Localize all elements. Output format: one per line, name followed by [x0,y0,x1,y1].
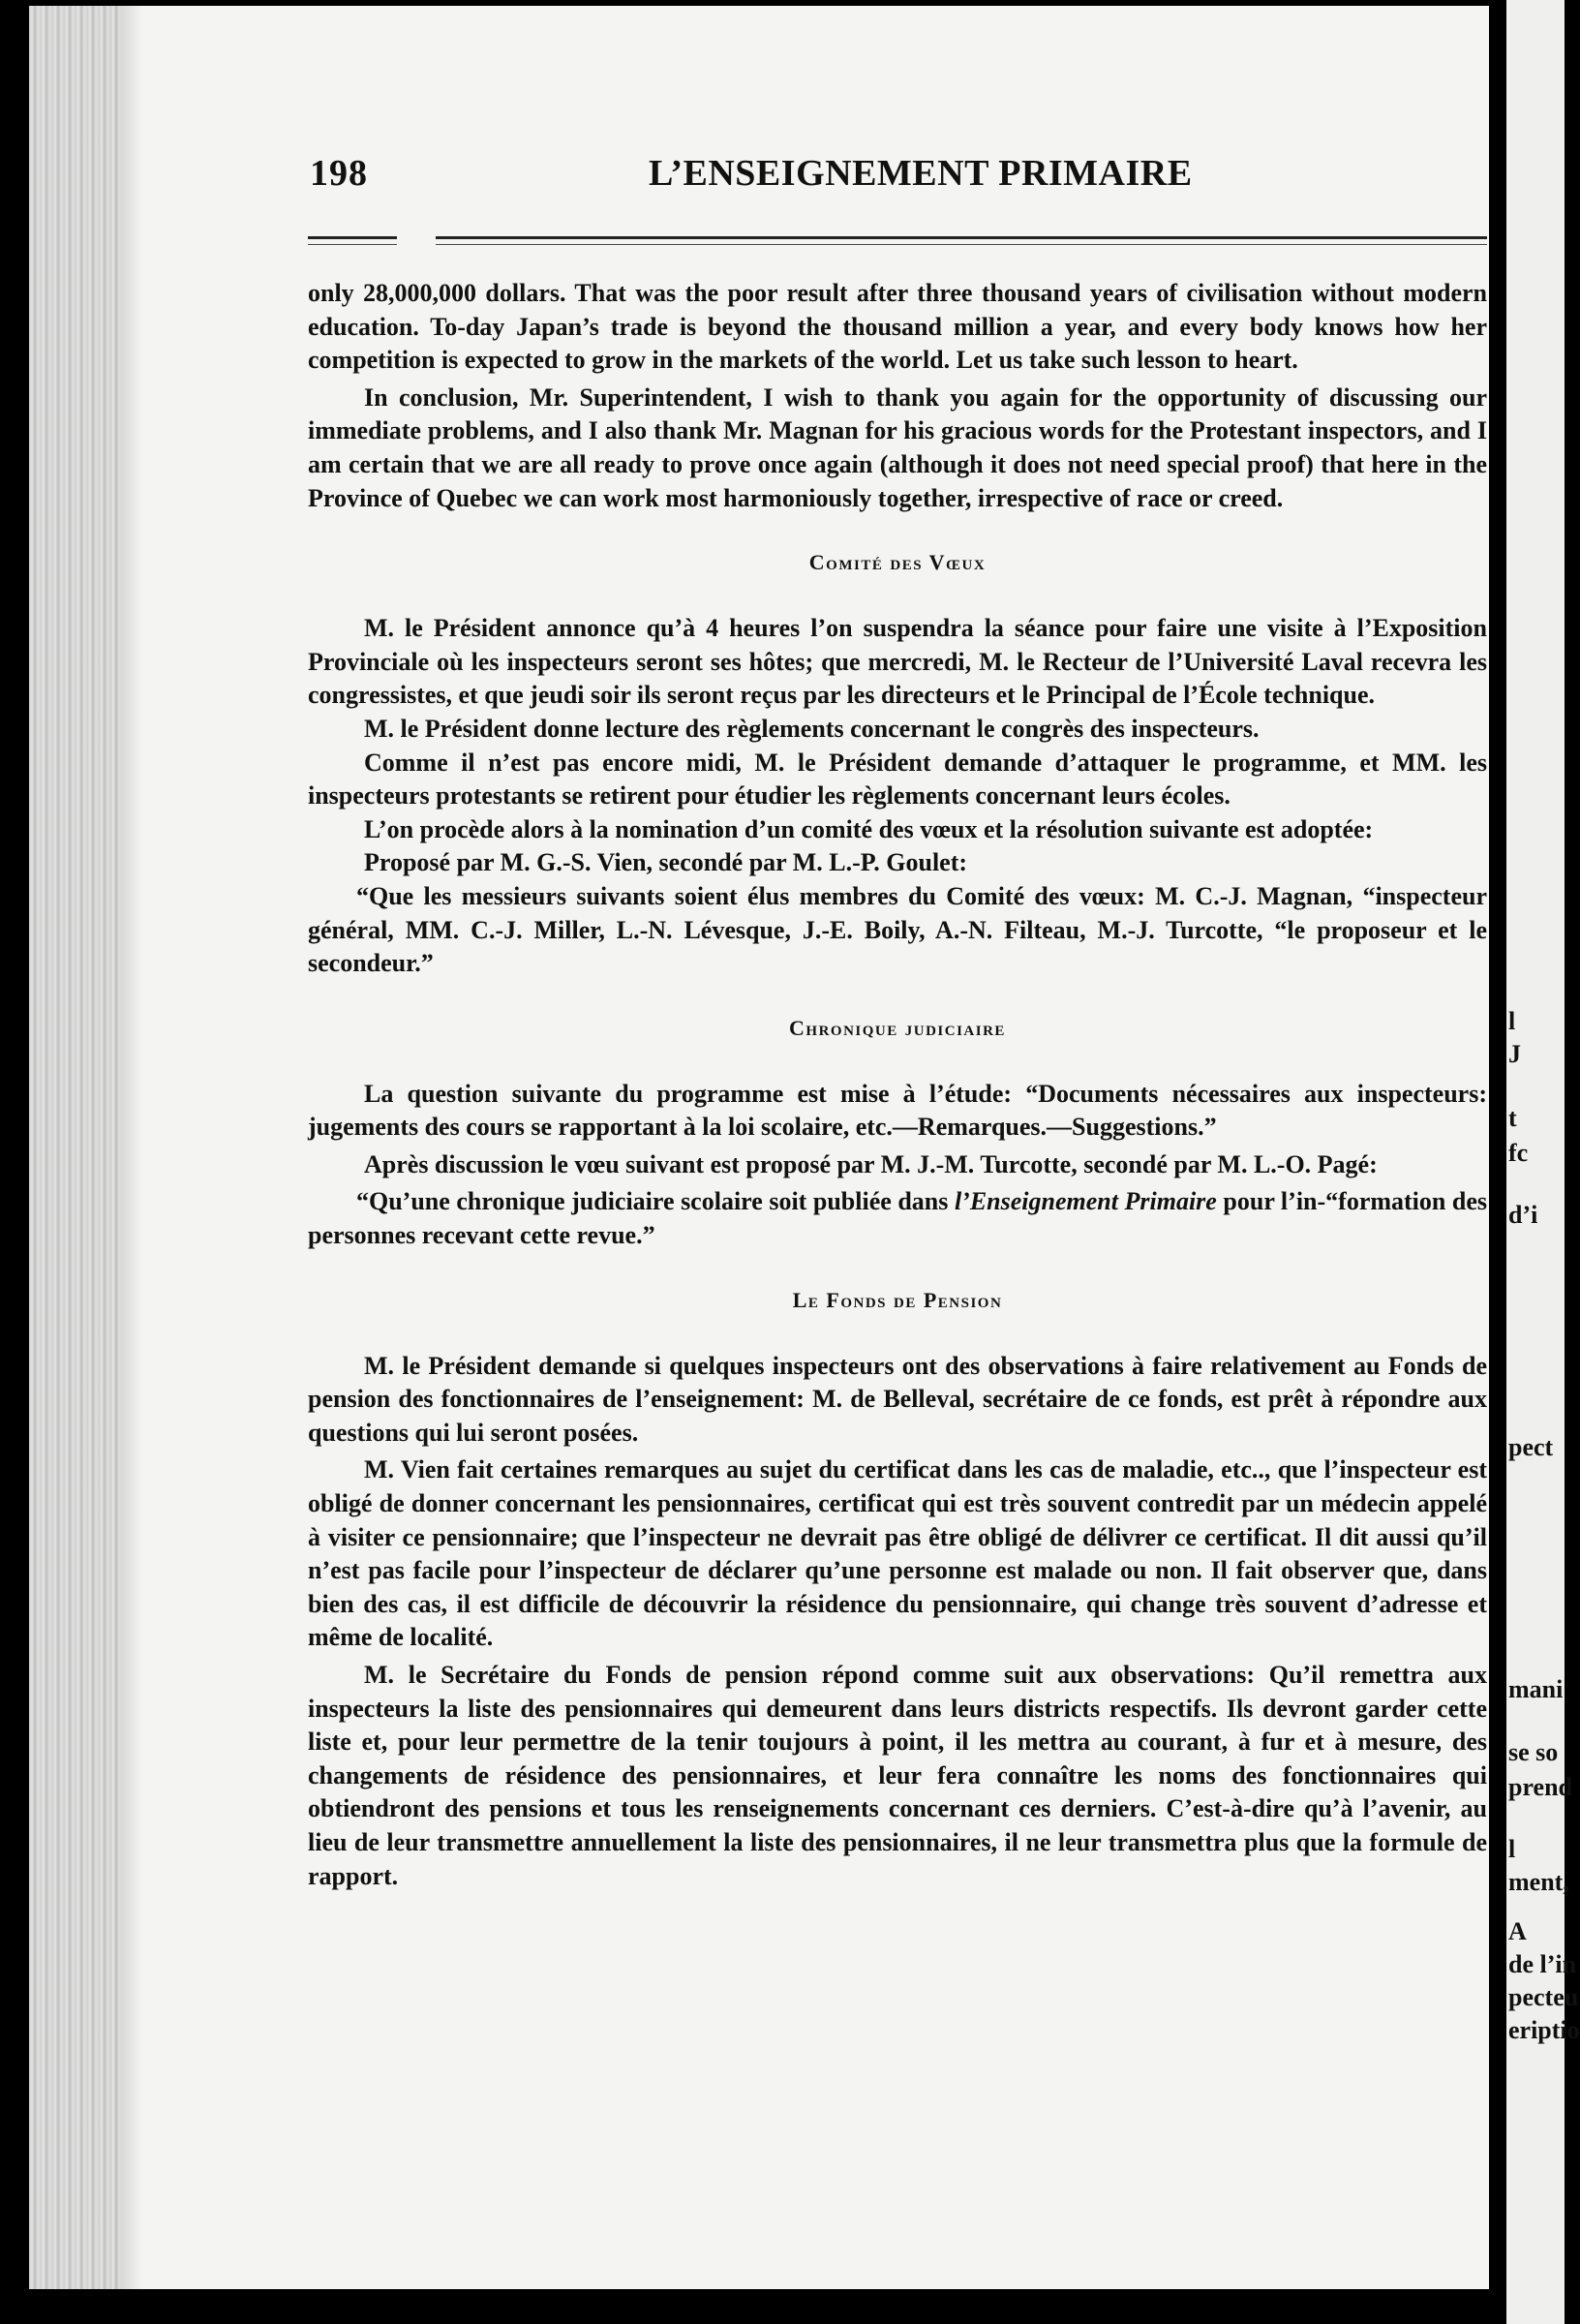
adjacent-page-fragment: fc [1508,1139,1529,1167]
book-page [29,6,1489,2289]
paragraph: M. le Président donne lecture des règlements concernant le congrès des inspecteurs. [364,714,1260,743]
section-heading-chronique-judiciaire: Chronique judiciaire [789,1015,1006,1040]
paragraph: M. le Président annonce qu’à 4 heures l’on suspendra la séance pour faire une visite à l’Exposition Provinciale où les inspecteurs seront ses hôtes; que mercredi, M. le Recteur de l’Université Laval recevra les congressistes, et que jeudi soir ils seront reçus par les directeurs et le Principal de l’École technique. [308,614,1487,710]
adjacent-page-fragment: ment, [1508,1868,1569,1896]
adjacent-page-fragment: A [1508,1917,1527,1945]
paragraph: M. le Président demande si quelques inspecteurs ont des observations à faire relativement au Fonds de pension des fonctionnaires de l’enseignement: M. de Belleval, secrétaire de ce fonds, est prêt à répondre aux questions qui lui seront posées. [308,1351,1487,1447]
paragraph: La question suivante du programme est mise à l’étude: “Documents nécessaires aux inspecteurs: jugements des cours se rapportant à la loi scolaire, etc.—Remarques.—Suggestions.” [308,1079,1487,1142]
gutter-shadow [121,6,142,2289]
adjacent-page-fragment: pecteu [1508,1983,1579,2011]
quote-text: pour l’in-“formation des personnes recevant cette revue.” [308,1187,1488,1250]
resolution-quote: “Que les messieurs suivants soient élus membres du Comité des vœux: M. C.-J. Magnan, “inspecteur général, MM. C.-J. Miller, L.-N. Lévesque, J.-E. Boily, A.-N. Filteau, M.-J. Turcotte, “le proposeur et le secondeur.” [308,881,1487,978]
paragraph: In conclusion, Mr. Superintendent, I wish to thank you again for the opportunity of discussing our immediate problems, and I also thank Mr. Magnan for his gracious words for the Protestant inspectors, and I am certain that we are all ready to prove once again (although it does not need special proof) that here in the Province of Quebec we can work most harmoniously together, irrespective of race or creed. [308,382,1487,512]
paragraph: Après discussion le vœu suivant est proposé par M. J.-M. Turcotte, secondé par M. L.-O. Pagé: [364,1149,1378,1178]
paragraph: M. le Secrétaire du Fonds de pension répond comme suit aux observations: Qu’il remettra aux inspecteurs la liste des pensionnaires qui demeurent dans leurs districts respectifs. Ils devront garder cette liste et, pour leur permettre de la tenir toujours à point, il les mettra au courant, à fur et à mesure, des changements de résidence des pensionnaires, et leur fera connaître les noms des fonctionnaires qui obtiendront des pensions et tous les renseignements concernant ces derniers. C’est-à-dire qu’à l’avenir, au lieu de leur transmettre annuellement la liste des pensionnaires, il ne leur transmettra plus que la formule de rapport. [308,1661,1487,1890]
adjacent-page-fragment: de l’in [1508,1950,1577,1978]
header-rule-break [397,234,436,248]
paragraph: L’on procède alors à la nomination d’un comité des vœux et la résolution suivante est adoptée: [364,814,1374,843]
paragraph: only 28,000,000 dollars. That was the poor result after three thousand years of civilisation without modern education. To-day Japan’s trade is beyond the thousand million a year, and every body knows how her competition is expected to grow in the markets of the world. Let us take such lesson to heart. [308,279,1487,375]
adjacent-page-fragment: d’i [1508,1201,1538,1229]
adjacent-page-fragment: prend [1508,1773,1572,1801]
paragraph: Comme il n’est pas encore midi, M. le Président demande d’attaquer le programme, et MM. les inspecteurs protestants se retirent pour étudier les règlements concernant leurs écoles. [308,748,1487,810]
adjacent-page-fragment: l [1508,1835,1516,1863]
section-heading-fonds-de-pension: Le Fonds de Pension [792,1287,1003,1312]
paragraph: M. Vien fait certaines remarques au sujet du certificat dans les cas de maladie, etc.., que l’inspecteur est obligé de donner concernant les pensionnaires, certificat qui est très souvent contredit par un médecin appelé à visiter ce pensionnaire; que l’inspecteur ne devrait pas être obligé de délivrer ce certificat. Il dit aussi qu’il n’est pas facile pour l’inspecteur de déclarer qu’une personne est malade ou non. Il fait observer que, dans bien des cas, il est difficile de découvrir la résidence du pensionnaire, qui change très souvent d’adresse et même de localité. [308,1455,1487,1652]
adjacent-page-fragment: l [1508,1007,1516,1035]
adjacent-page-fragment: mani [1508,1675,1564,1703]
page-body [308,277,1487,1893]
quote-text: “Qu’une chronique judiciaire scolaire soit publiée dans [356,1187,955,1216]
resolution-quote [308,1185,1487,1252]
binding-gutter [29,6,121,2289]
journal-title: l’Enseignement Primaire [954,1187,1217,1216]
running-title: L’ENSEIGNEMENT PRIMAIRE [649,153,1193,194]
adjacent-page-edge [1506,0,1580,2324]
adjacent-page-fragment: eriptio [1508,2016,1580,2044]
paragraph: Proposé par M. G.-S. Vien, secondé par M. L.-P. Goulet: [364,848,968,877]
header-rule [308,236,1487,239]
page-number: 198 [310,153,368,194]
adjacent-page-fragment: pect [1508,1433,1554,1461]
section-heading-comite-des-voeux: Comité des Vœux [808,550,987,575]
adjacent-page-fragment: se so [1508,1738,1559,1766]
header-rule-thin [308,244,1487,245]
adjacent-page-fragment: J [1508,1040,1521,1068]
adjacent-page-fragment: t [1508,1104,1517,1132]
